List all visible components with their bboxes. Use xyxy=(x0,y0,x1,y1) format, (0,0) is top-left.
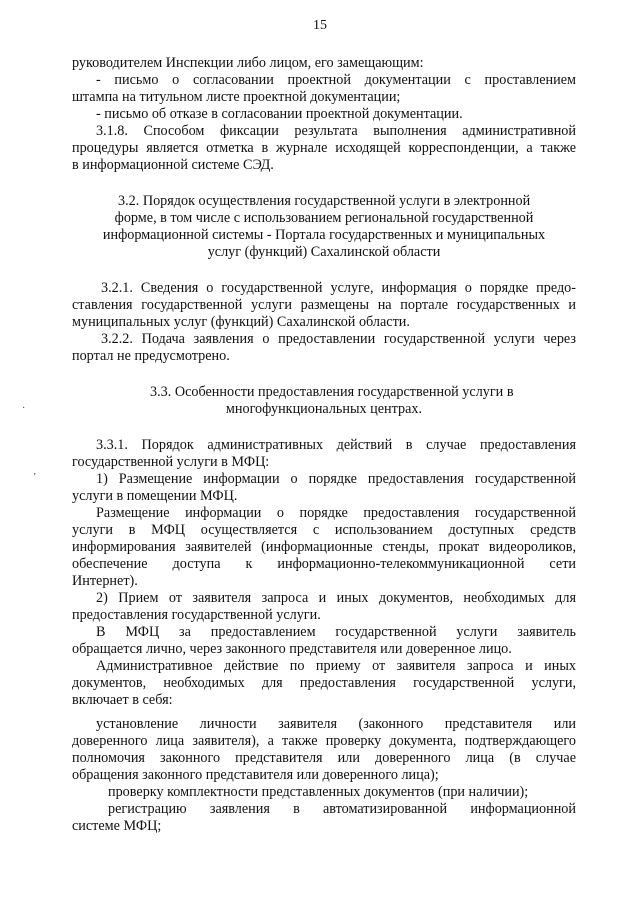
body-line: 3.1.8. Способом фиксации результата выполнения административной xyxy=(96,123,576,139)
body-line: включает в себя: xyxy=(72,692,173,708)
body-line: 3.2.2. Подача заявления о предоставлении государственной услуги через xyxy=(101,331,576,347)
body-line: в информационной системе СЭД. xyxy=(72,157,274,173)
body-line: 1) Размещение информации о порядке предоставления государственной xyxy=(96,471,576,487)
page-number: 15 xyxy=(313,18,327,33)
section-heading-line: форме, в том числе с использованием региональной государственной xyxy=(114,210,534,226)
body-line: проверку комплектности представленных документов (при наличии); xyxy=(108,784,529,800)
body-line: предоставления государственной услуги. xyxy=(72,607,321,623)
body-line: установление личности заявителя (законного представителя или xyxy=(96,716,576,732)
body-line: регистрацию заявления в автоматизированной информационной xyxy=(108,801,576,817)
section-heading-line: 3.3. Особенности предоставления государственной услуги в xyxy=(150,384,514,400)
body-line: 3.3.1. Порядок административных действий в случае предоставления xyxy=(96,437,576,453)
section-heading-line: 3.2. Порядок осуществления государственной услуги в электронной xyxy=(118,193,531,209)
scan-mark: ʼ xyxy=(33,472,37,483)
body-line: Административное действие по приему от заявителя запроса и иных xyxy=(96,658,576,674)
body-line: доверенного лица заявителя), а также проверку документа, подтверждающего xyxy=(72,733,576,749)
body-line: информирования заявителей (информационные стенды, прокат видеороликов, xyxy=(72,539,576,555)
body-line: ставления государственной услуги размещены на портале государственных и xyxy=(72,297,576,313)
body-line: документов, необходимых для предоставления государственной услуги, xyxy=(72,675,576,691)
body-line: руководителем Инспекции либо лицом, его замещающим: xyxy=(72,55,424,71)
body-line: системе МФЦ; xyxy=(72,818,162,834)
section-heading-line: услуг (функций) Сахалинской области xyxy=(207,244,441,260)
body-line: обращается лично, через законного представителя или доверенное лицо. xyxy=(72,641,512,657)
section-heading-line: информационной системы - Портала государственных и муниципальных xyxy=(102,227,546,243)
body-line: государственной услуги в МФЦ: xyxy=(72,454,270,470)
body-line: обращения законного представителя или доверенного лица); xyxy=(72,767,439,783)
body-line: услуги в МФЦ осуществляется с использованием доступных средств xyxy=(72,522,576,538)
body-line: В МФЦ за предоставлением государственной услуги заявитель xyxy=(96,624,576,640)
body-line: - письмо об отказе в согласовании проектной документации. xyxy=(96,106,463,122)
body-line: Интернет). xyxy=(72,573,138,589)
body-line: обеспечение доступа к информационно-телекоммуникационной сети xyxy=(72,556,576,572)
body-line: муниципальных услуг (функций) Сахалинской области. xyxy=(72,314,410,330)
body-line: процедуры является отметка в журнале исходящей корреспонденции, а также xyxy=(72,140,576,156)
body-line: 2) Прием от заявителя запроса и иных документов, необходимых для xyxy=(96,590,576,606)
section-heading-line: многофункциональных центрах. xyxy=(225,401,423,417)
scan-mark: · xyxy=(22,403,26,414)
body-line: портал не предусмотрено. xyxy=(72,348,230,364)
body-line: штампа на титульном листе проектной документации; xyxy=(72,89,401,105)
body-line: услуги в помещении МФЦ. xyxy=(72,488,238,504)
body-line: полномочия законного представителя или доверенного лица (в случае xyxy=(72,750,576,766)
body-line: 3.2.1. Сведения о государственной услуге, информация о порядке предо- xyxy=(101,280,576,296)
body-line: - письмо о согласовании проектной документации с проставлением xyxy=(96,72,576,88)
body-line: Размещение информации о порядке предоставления государственной xyxy=(96,505,576,521)
